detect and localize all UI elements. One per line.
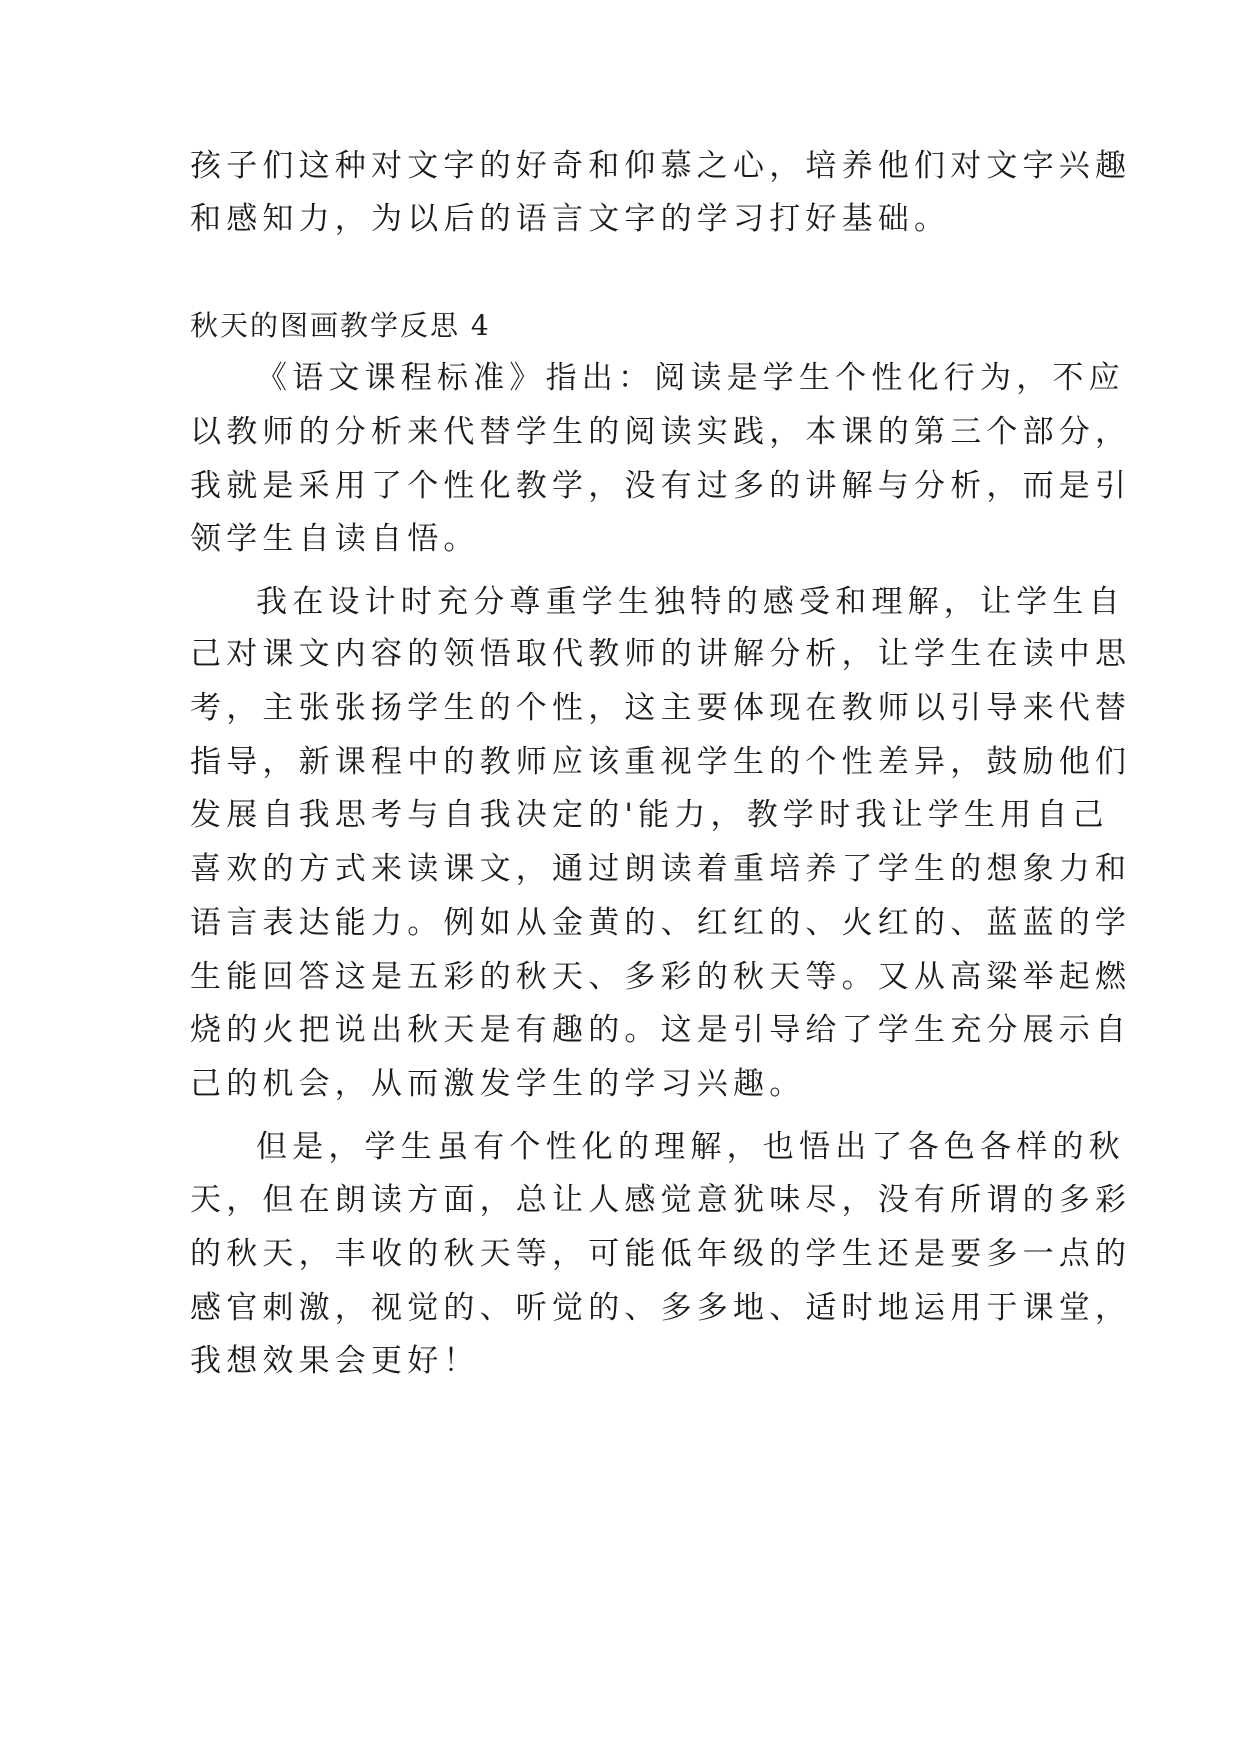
paragraph-line: 语言表达能力。例如从金黄的、红红的、火红的、蓝蓝的学 — [190, 905, 1132, 941]
paragraph-line: 我就是采用了个性化教学，没有过多的讲解与分析，而是引 — [190, 468, 1132, 504]
paragraph-line: 我在设计时充分尊重学生独特的感受和理解，让学生自 — [256, 584, 1125, 620]
paragraph-line: 喜欢的方式来读课文，通过朗读着重培养了学生的想象力和 — [190, 851, 1132, 887]
paragraph-line: 的秋天，丰收的秋天等，可能低年级的学生还是要多一点的 — [190, 1236, 1132, 1272]
paragraph-line: 天，但在朗读方面，总让人感觉意犹味尽，没有所谓的多彩 — [190, 1182, 1132, 1218]
section-title: 秋天的图画教学反思 4 — [190, 309, 491, 342]
paragraph-line: 以教师的分析来代替学生的阅读实践，本课的第三个部分， — [190, 414, 1132, 450]
paragraph-line: 我想效果会更好！ — [190, 1343, 480, 1379]
paragraph-line: 己对课文内容的领悟取代教师的讲解分析，让学生在读中思 — [190, 636, 1132, 672]
paragraph-line: 发展自我思考与自我决定的'能力，教学时我让学生用自己 — [190, 797, 1109, 833]
paragraph-line: 但是，学生虽有个性化的理解，也悟出了各色各样的秋 — [256, 1129, 1125, 1165]
paragraph-line: 烧的火把说出秋天是有趣的。这是引导给了学生充分展示自 — [190, 1012, 1132, 1048]
paragraph-line: 指导，新课程中的教师应该重视学生的个性差异，鼓励他们 — [190, 744, 1132, 780]
paragraph-line: 己的机会，从而激发学生的学习兴趣。 — [190, 1066, 806, 1102]
paragraph-line: 《语文课程标准》指出：阅读是学生个性化行为，不应 — [256, 360, 1125, 396]
intro-line: 孩子们这种对文字的好奇和仰慕之心，培养他们对文字兴趣 — [190, 148, 1132, 184]
paragraph-line: 生能回答这是五彩的秋天、多彩的秋天等。又从高粱举起燃 — [190, 959, 1132, 995]
paragraph-line: 感官刺激，视觉的、听觉的、多多地、适时地运用于课堂， — [190, 1290, 1132, 1326]
paragraph-line: 考，主张张扬学生的个性，这主要体现在教师以引导来代替 — [190, 690, 1132, 726]
paragraph-line: 领学生自读自悟。 — [190, 521, 480, 557]
intro-line: 和感知力，为以后的语言文字的学习打好基础。 — [190, 201, 951, 237]
